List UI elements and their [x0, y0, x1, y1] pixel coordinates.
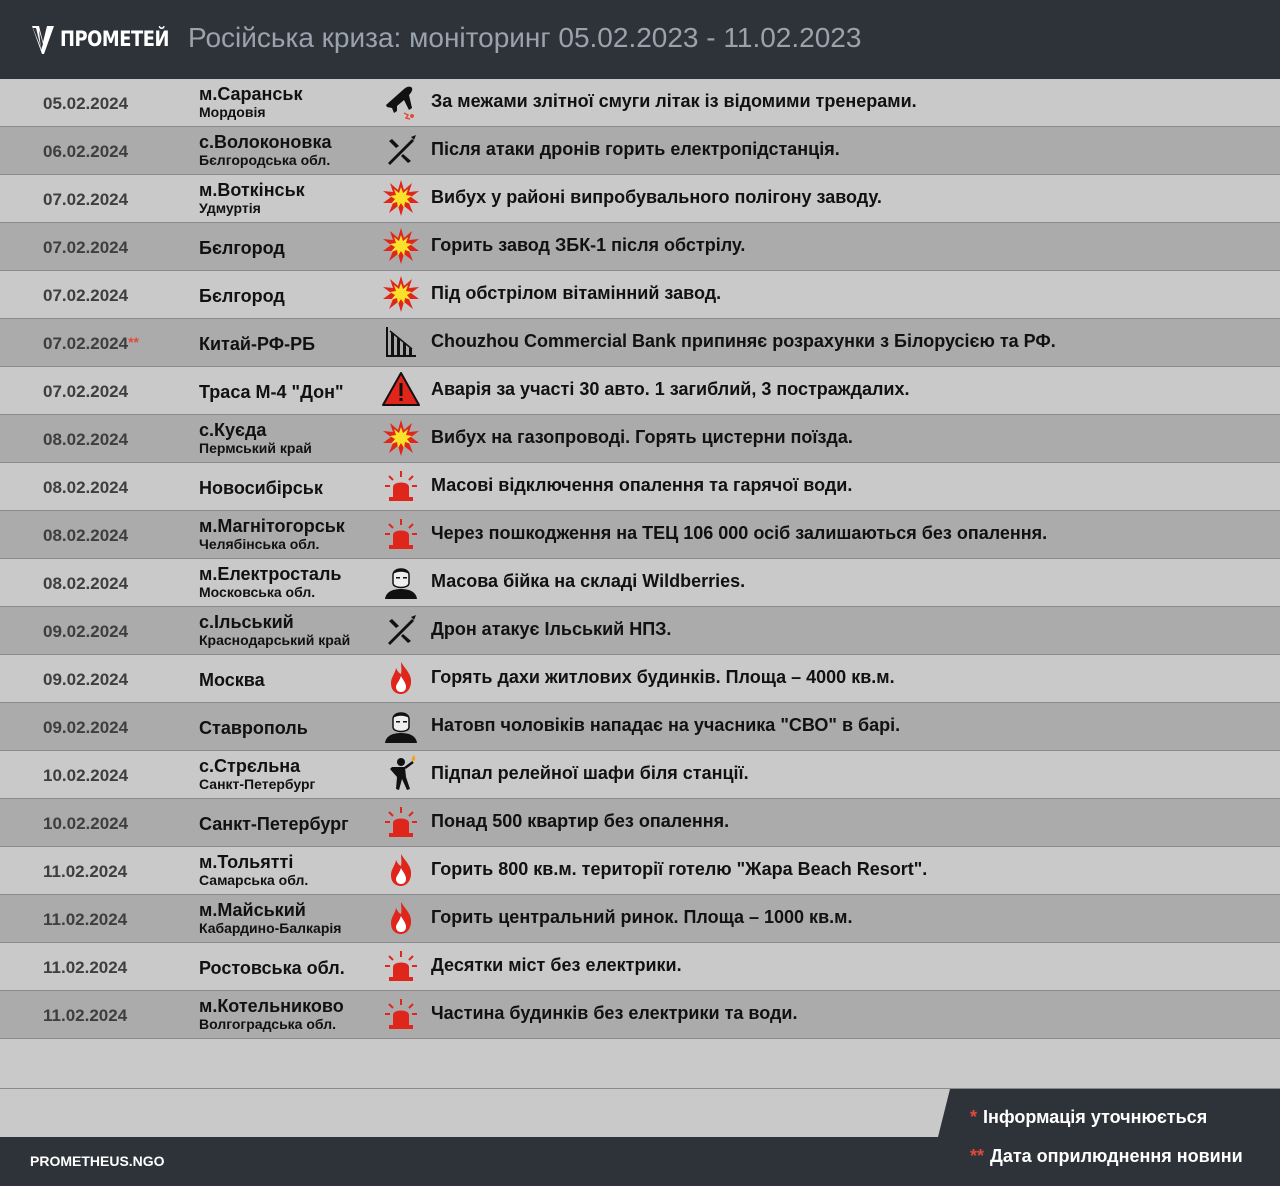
event-city: с.Ільський [199, 612, 294, 632]
table-row [0, 415, 1280, 463]
event-date: 09.02.2024 [43, 670, 129, 689]
event-date: 08.02.2024 [43, 430, 129, 449]
event-location [199, 958, 345, 978]
table-row [0, 799, 1280, 847]
event-location [199, 900, 341, 936]
table-row [0, 655, 1280, 703]
fire-icon [382, 659, 420, 697]
table-row [0, 559, 1280, 607]
explosion-icon [382, 179, 420, 217]
siren-icon [382, 515, 420, 553]
event-location [199, 478, 323, 498]
table-row [0, 463, 1280, 511]
event-date: 11.02.2024 [43, 958, 128, 977]
table-row [0, 367, 1280, 415]
event-region: Пермський край [199, 440, 312, 456]
event-location [199, 286, 285, 306]
table-row [0, 895, 1280, 943]
event-description: Після атаки дронів горить електропідстанція. [431, 139, 840, 159]
event-region: Краснодарський край [199, 632, 351, 648]
event-city: м.Воткінськ [199, 180, 305, 200]
event-description: Горять дахи житлових будинків. Площа – 4000 кв.м. [431, 667, 895, 687]
header [0, 0, 1280, 79]
event-city: м.Котельниково [199, 996, 344, 1016]
event-region: Кабардино-Балкарія [199, 920, 342, 936]
event-description: Горить завод ЗБК-1 після обстрілу. [431, 235, 746, 255]
event-date: 06.02.2024 [43, 142, 129, 161]
event-description: Під обстрілом вітамінний завод. [431, 283, 722, 303]
event-region: Московська обл. [199, 584, 316, 600]
event-location [199, 564, 341, 600]
table-row [0, 511, 1280, 559]
event-city: Санкт-Петербург [199, 814, 349, 834]
person-icon [382, 707, 420, 745]
explosion-icon [382, 275, 420, 313]
event-description: Через пошкодження на ТЕЦ 106 000 осіб залишаються без опалення. [431, 523, 1048, 543]
event-city: с.Волоконовка [199, 132, 332, 152]
table-row [0, 607, 1280, 655]
event-description: Натовп чоловіків нападає на учасника "СВО" в барі. [431, 715, 901, 735]
table-row [0, 175, 1280, 223]
prometheus-logo-icon [30, 22, 56, 56]
legend-mark: * [970, 1107, 978, 1127]
event-date: 08.02.2024 [43, 574, 129, 593]
events-table [0, 79, 1280, 1039]
event-location [199, 814, 349, 834]
table-row [0, 319, 1280, 367]
event-date: 07.02.2024** [43, 334, 139, 353]
legend-text: Інформація уточнюється [983, 1107, 1208, 1127]
legend-mark: ** [970, 1146, 985, 1166]
logo[interactable] [30, 22, 188, 56]
table-row [0, 127, 1280, 175]
event-location [199, 670, 265, 690]
event-description: Горить 800 кв.м. території готелю "Жара Beach Resort". [431, 859, 928, 879]
event-city: с.Стрєльна [199, 756, 301, 776]
event-date: 09.02.2024 [43, 622, 129, 641]
event-description: Chouzhou Commercial Bank припиняє розрахунки з Білорусією та РФ. [431, 331, 1056, 351]
table-row [0, 991, 1280, 1039]
page-title: Російська криза: моніторинг 05.02.2023 - 11.02.2023 [188, 22, 862, 53]
event-region: Удмуртія [199, 200, 261, 216]
event-description: Понад 500 квартир без опалення. [431, 811, 730, 831]
event-city: Ростовська обл. [199, 958, 345, 978]
event-location [199, 84, 303, 120]
table-row [0, 751, 1280, 799]
footer [0, 1089, 1280, 1186]
legend-note-unconfirmed [970, 1107, 1207, 1128]
event-city: Бєлгород [199, 286, 285, 306]
event-region: Челябінська обл. [199, 536, 320, 552]
event-city: Новосибірськ [199, 478, 323, 498]
event-description: За межами злітної смуги літак із відомими тренерами. [431, 91, 917, 111]
legend-note-publication-date [970, 1146, 1243, 1167]
table-row [0, 79, 1280, 127]
event-description: Підпал релейної шафи біля станції. [431, 763, 749, 783]
event-city: Траса М-4 "Дон" [199, 382, 344, 402]
event-date: 07.02.2024 [43, 238, 129, 257]
fire-icon [382, 899, 420, 937]
siren-icon [382, 467, 420, 505]
arsonist-icon [382, 755, 420, 793]
event-city: м.Електросталь [199, 564, 342, 584]
event-description: Вибух у районі випробувального полігону заводу. [431, 187, 882, 207]
table-row [0, 223, 1280, 271]
event-region: Мордовія [199, 104, 266, 120]
event-location [199, 420, 312, 456]
event-date: 10.02.2024 [43, 814, 129, 833]
event-description: Дрон атакує Ільський НПЗ. [431, 619, 672, 639]
event-location [199, 852, 308, 888]
siren-icon [382, 947, 420, 985]
person-icon [382, 563, 420, 601]
event-city: Москва [199, 670, 265, 690]
event-date: 08.02.2024 [43, 478, 129, 497]
event-description: Масові відключення опалення та гарячої води. [431, 475, 853, 495]
table-row [0, 847, 1280, 895]
event-region: Санкт-Петербург [199, 776, 316, 792]
legend-block [938, 1089, 1280, 1186]
site-link[interactable]: PROMETHEUS.NGO [30, 1153, 165, 1169]
event-date: 10.02.2024 [43, 766, 129, 785]
event-city: с.Куєда [199, 420, 267, 440]
plane-crash-icon [382, 83, 420, 121]
event-date: 09.02.2024 [43, 718, 129, 737]
explosion-icon [382, 419, 420, 457]
siren-icon [382, 803, 420, 841]
event-location [199, 996, 344, 1032]
event-description: Масова бійка на складі Wildberries. [431, 571, 746, 591]
event-date: 07.02.2024 [43, 382, 129, 401]
drone-icon [382, 131, 420, 169]
event-description: Десятки міст без електрики. [431, 955, 682, 975]
table-row [0, 271, 1280, 319]
explosion-icon [382, 227, 420, 265]
event-city: м.Тольятті [199, 852, 294, 872]
event-description: Горить центральний ринок. Площа – 1000 кв.м. [431, 907, 853, 927]
event-region: Самарська обл. [199, 872, 309, 888]
logo-text: ПРОМЕТЕЙ [60, 27, 170, 51]
drone-icon [382, 611, 420, 649]
event-location [199, 612, 350, 648]
event-region: Бєлгородська обл. [199, 152, 331, 168]
event-location [199, 718, 308, 738]
event-description: Частина будинків без електрики та води. [431, 1003, 798, 1023]
event-city: Бєлгород [199, 238, 285, 258]
event-region: Волгоградська обл. [199, 1016, 336, 1032]
publication-date-mark: ** [128, 334, 139, 350]
event-location [199, 132, 331, 168]
event-city: м.Майський [199, 900, 306, 920]
decline-chart-icon [382, 323, 420, 361]
warning-icon [382, 371, 420, 409]
event-location [199, 516, 345, 552]
event-location [199, 180, 305, 216]
event-date: 05.02.2024 [43, 94, 129, 113]
event-city: Ставрополь [199, 718, 308, 738]
siren-icon [382, 995, 420, 1033]
event-date: 07.02.2024 [43, 190, 129, 209]
event-date: 11.02.2024 [43, 1006, 128, 1025]
table-row [0, 943, 1280, 991]
legend-text: Дата оприлюднення новини [990, 1146, 1243, 1166]
event-location [199, 334, 315, 354]
event-location [199, 238, 285, 258]
event-city: м.Саранськ [199, 84, 303, 104]
event-city: Китай-РФ-РБ [199, 334, 316, 354]
event-description: Вибух на газопроводі. Горять цистерни поїзда. [431, 427, 853, 447]
event-date: 07.02.2024 [43, 286, 129, 305]
event-location [199, 756, 315, 792]
fire-icon [382, 851, 420, 889]
event-description: Аварія за участі 30 авто. 1 загиблий, 3 постраждалих. [431, 379, 910, 399]
event-date: 08.02.2024 [43, 526, 129, 545]
event-date: 11.02.2024 [43, 910, 128, 929]
event-location [199, 382, 344, 402]
table-row [0, 703, 1280, 751]
event-city: м.Магнітогорськ [199, 516, 345, 536]
empty-row [0, 1041, 1280, 1089]
event-date: 11.02.2024 [43, 862, 128, 881]
